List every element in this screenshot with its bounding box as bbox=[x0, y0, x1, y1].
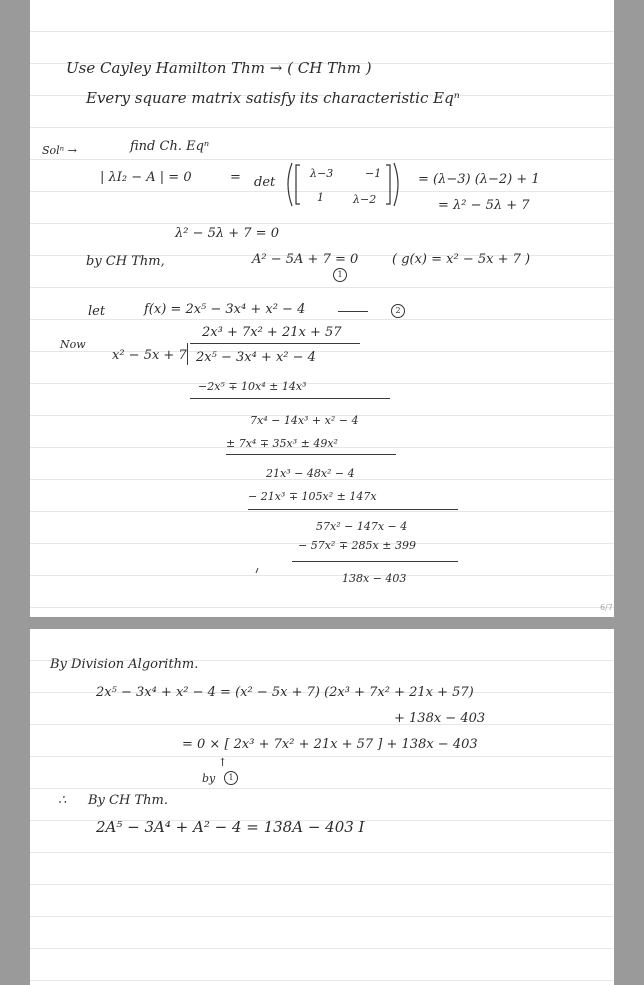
equation-2-marker: 2 bbox=[391, 304, 405, 318]
dividend: 2x⁵ − 3x⁴ + x² − 4 bbox=[196, 350, 316, 365]
page-number: 6/7 bbox=[600, 603, 613, 612]
matrix-entry-22: λ−2 bbox=[353, 193, 377, 206]
matrix-entry-12: −1 bbox=[365, 167, 382, 180]
equation-1-reference: 1 bbox=[224, 771, 238, 785]
division-algorithm-line-2: + 138x − 403 bbox=[394, 711, 486, 726]
therefore-symbol: ∴ bbox=[58, 793, 67, 808]
up-arrow: ↑ bbox=[218, 756, 228, 769]
division-algorithm-line-1: 2x⁵ − 3x⁴ + x² − 4 = (x² − 5x + 7) (2x³ + 7x² + 21x + 57) bbox=[96, 685, 474, 700]
matrix-entry-11: λ−3 bbox=[310, 167, 334, 180]
division-rule-3 bbox=[248, 509, 458, 510]
division-bracket bbox=[187, 343, 188, 365]
division-step-6: 57x² − 147x − 4 bbox=[316, 520, 408, 533]
divisor: x² − 5x + 7 bbox=[112, 348, 187, 363]
ch-thm-label-2: By CH Thm. bbox=[88, 793, 168, 808]
characteristic-equation: λ² − 5λ + 7 = 0 bbox=[175, 226, 279, 241]
ch-matrix-equation: A² − 5A + 7 = 0 bbox=[252, 252, 359, 267]
matrix-entry-21: 1 bbox=[317, 191, 324, 204]
intro-line-2: Every square matrix satisfy its characteristic Eqⁿ bbox=[86, 89, 460, 107]
dash-to-eq2 bbox=[338, 311, 368, 312]
division-algorithm-line-3: = 0 × [ 2x³ + 7x² + 21x + 57 ] + 138x − 403 bbox=[182, 737, 478, 752]
det-word: det bbox=[254, 175, 276, 190]
division-bar bbox=[190, 343, 360, 344]
quotient: 2x³ + 7x² + 21x + 57 bbox=[202, 325, 342, 340]
step-find-char-eq: find Ch. Eqⁿ bbox=[130, 139, 210, 154]
division-step-5: − 21x³ ∓ 105x² ± 147x bbox=[248, 490, 377, 503]
division-step-1: −2x⁵ ∓ 10x⁴ ± 14x³ bbox=[198, 380, 307, 393]
division-step-3: ± 7x⁴ ∓ 35x³ ± 49x² bbox=[226, 437, 338, 450]
solution-label: Solⁿ → bbox=[42, 144, 77, 157]
division-rule-4 bbox=[292, 561, 458, 562]
division-step-7: − 57x² ∓ 285x ± 399 bbox=[298, 539, 416, 552]
ch-thm-label: by CH Thm, bbox=[86, 254, 165, 269]
division-step-2: 7x⁴ − 14x³ + x² − 4 bbox=[250, 414, 359, 427]
determinant-expansion-1: = (λ−3) (λ−2) + 1 bbox=[418, 172, 540, 187]
intro-line-1: Use Cayley Hamilton Thm → ( CH Thm ) bbox=[66, 59, 372, 77]
final-result: 2A⁵ − 3A⁴ + A² − 4 = 138A − 403 I bbox=[96, 818, 365, 836]
notebook-page-2 bbox=[30, 629, 614, 985]
division-remainder: 138x − 403 bbox=[342, 572, 407, 585]
by-label: by bbox=[202, 772, 216, 785]
equation-1-marker: 1 bbox=[333, 268, 347, 282]
division-rule-2 bbox=[226, 454, 396, 455]
equals-sign: = bbox=[230, 170, 241, 185]
determinant-expansion-2: = λ² − 5λ + 7 bbox=[438, 198, 530, 213]
division-algorithm-heading: By Division Algorithm. bbox=[50, 657, 199, 672]
division-step-4: 21x³ − 48x² − 4 bbox=[266, 467, 355, 480]
determinant-lhs: | λI₂ − A | = 0 bbox=[100, 170, 192, 185]
division-rule-1 bbox=[190, 398, 390, 399]
f-definition: f(x) = 2x⁵ − 3x⁴ + x² − 4 bbox=[144, 302, 306, 317]
notebook-page-1 bbox=[30, 0, 614, 617]
let-label: let bbox=[88, 304, 106, 319]
now-label: Now bbox=[60, 338, 86, 351]
g-definition: ( g(x) = x² − 5x + 7 ) bbox=[392, 252, 531, 267]
